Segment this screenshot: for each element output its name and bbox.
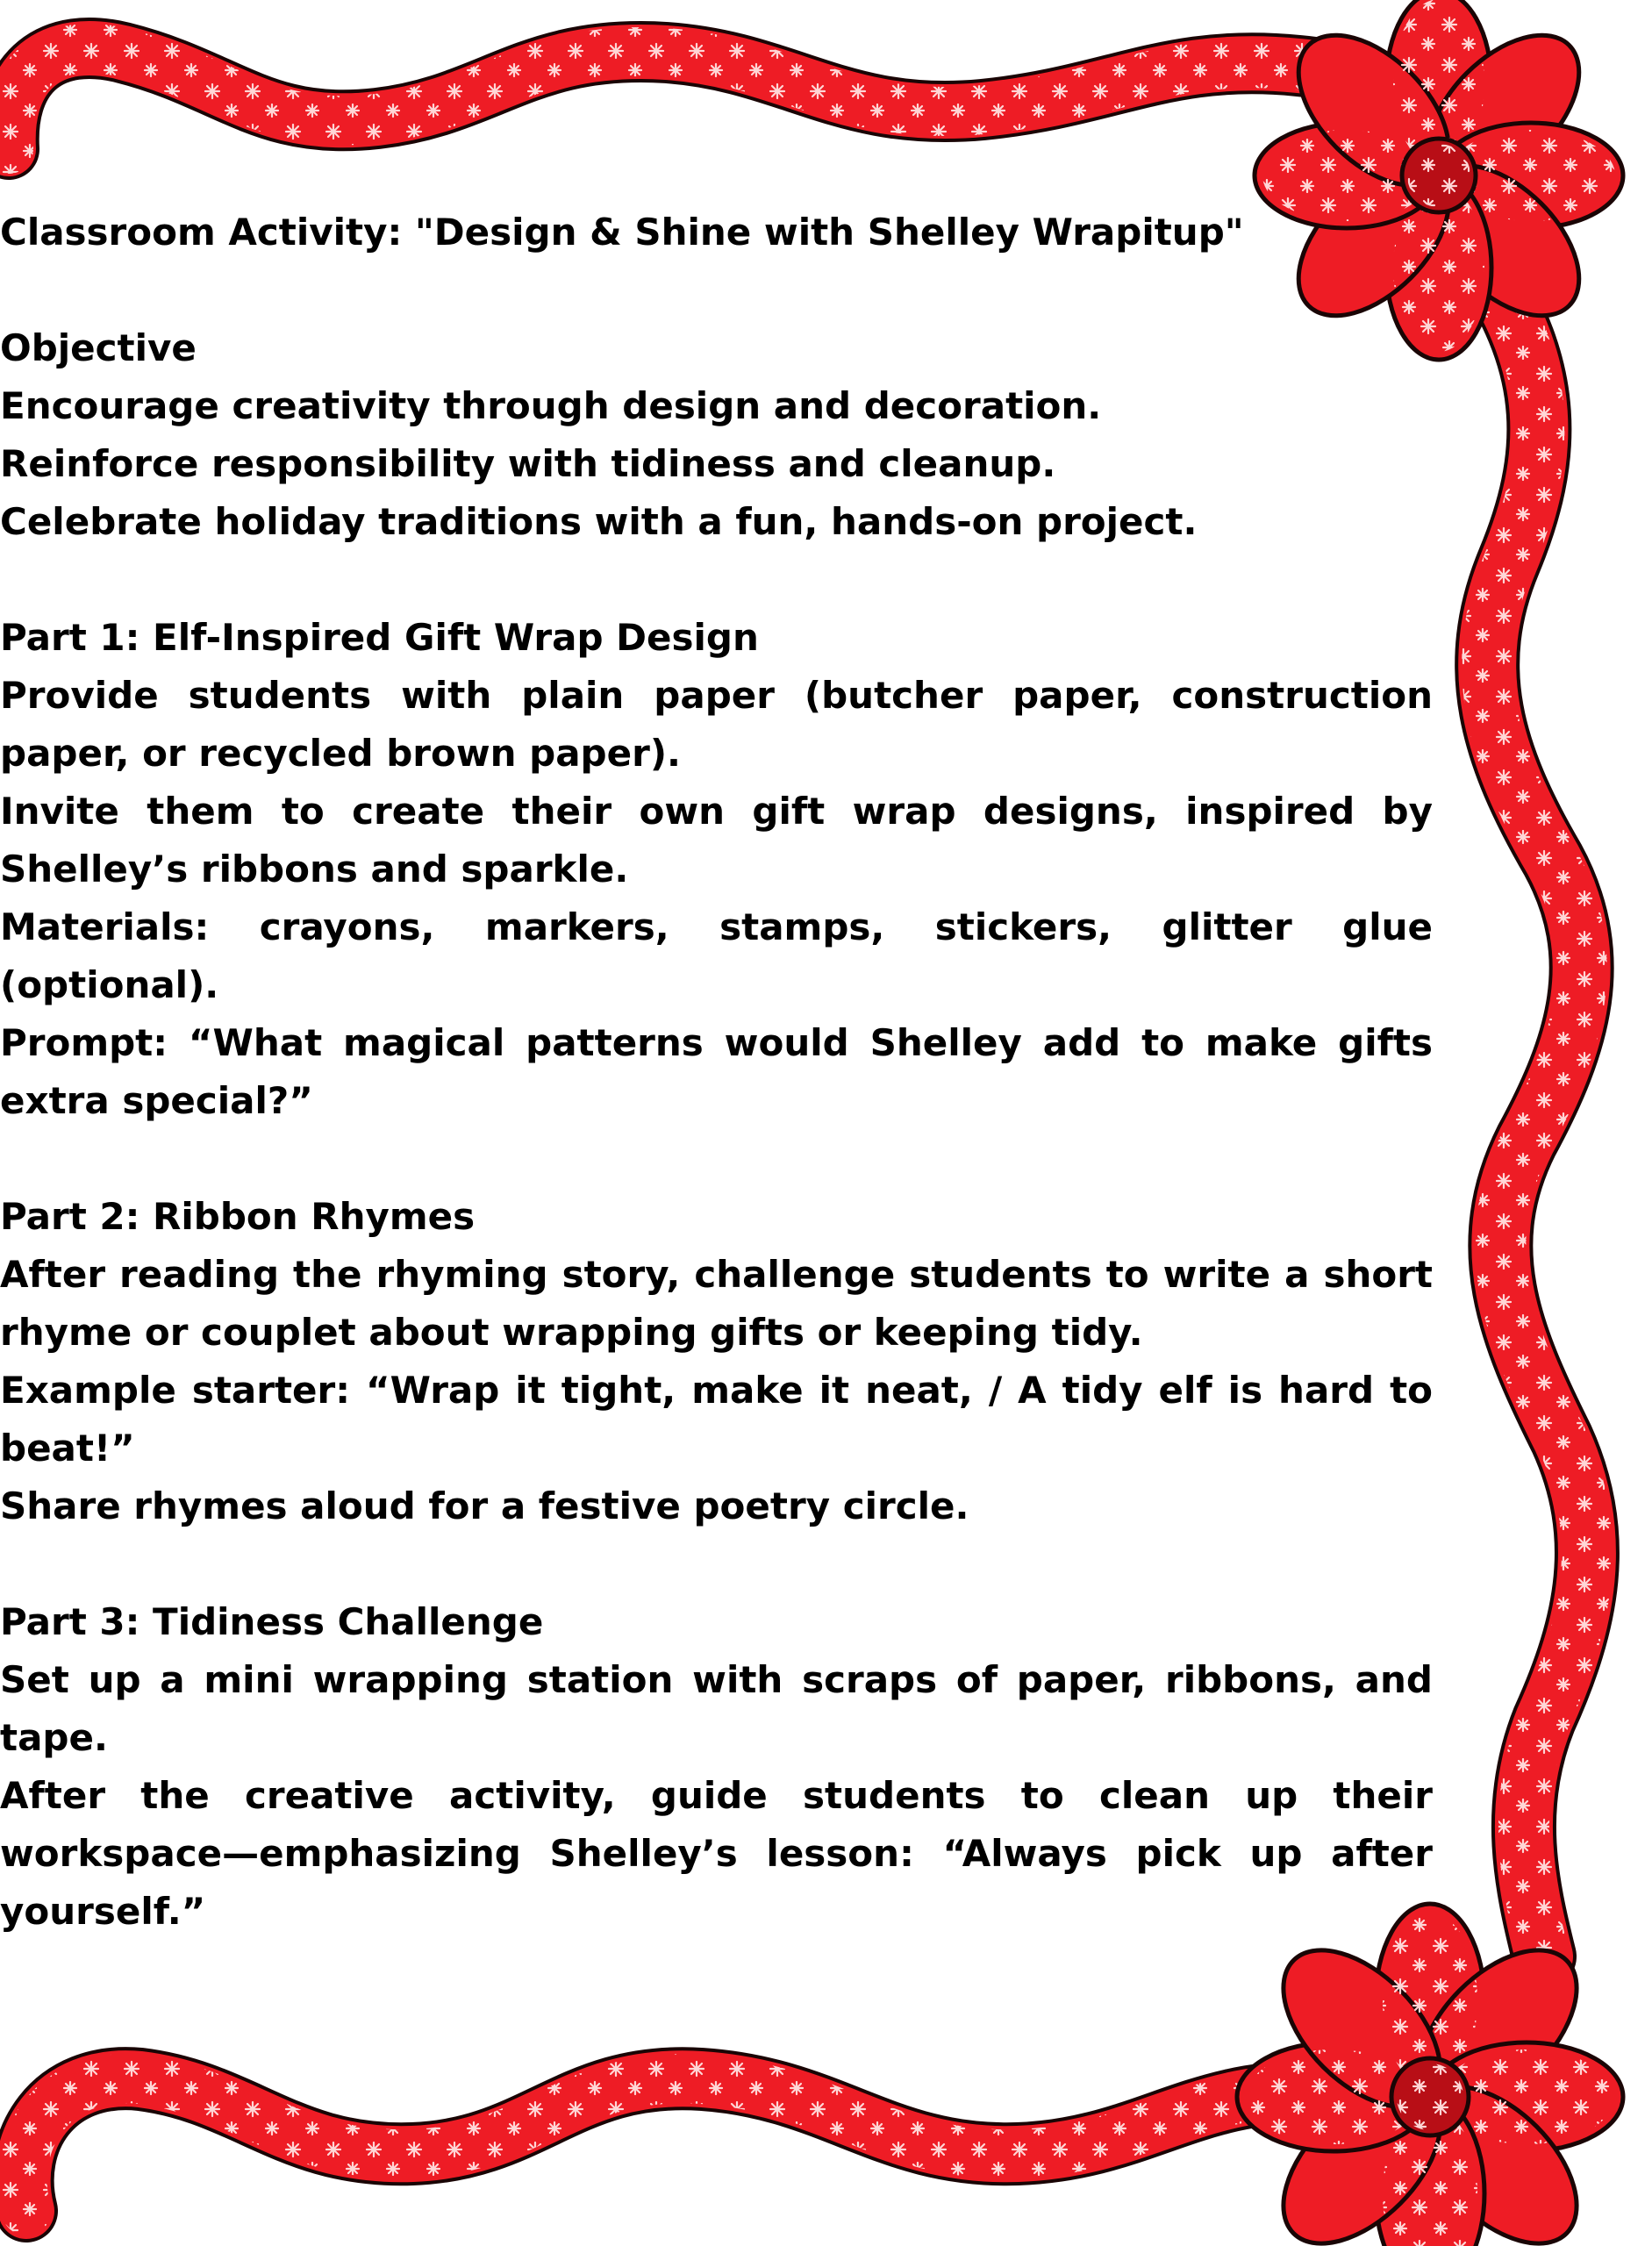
spacer bbox=[0, 261, 1433, 319]
part1-paragraph: Provide students with plain paper (butcher paper, construction paper, or recycled brown paper). bbox=[0, 674, 1433, 775]
part3-paragraph: After the creative activity, guide students to clean up their workspace—emphasizing Shelley’s lesson: “Always pick up after yourself.” bbox=[0, 1774, 1433, 1933]
part2-paragraph: Example starter: “Wrap it tight, make it neat, / A tidy elf is hard to beat!” bbox=[0, 1369, 1433, 1470]
part3-heading: Part 3: Tidiness Challenge bbox=[0, 1600, 544, 1643]
activity-document bbox=[0, 204, 1433, 1941]
top-ribbon bbox=[9, 48, 1448, 149]
spacer bbox=[0, 1535, 1433, 1593]
part2-paragraph: Share rhymes aloud for a festive poetry circle. bbox=[0, 1484, 969, 1527]
part1-paragraph: Invite them to create their own gift wrap designs, inspired by Shelley’s ribbons and sparkle. bbox=[0, 790, 1433, 891]
part2-heading: Part 2: Ribbon Rhymes bbox=[0, 1195, 476, 1238]
objective-line: Celebrate holiday traditions with a fun, hands-on project. bbox=[0, 500, 1198, 543]
part1-paragraph: Materials: crayons, markers, stamps, stickers, glitter glue (optional). bbox=[0, 905, 1433, 1006]
spacer bbox=[0, 1130, 1433, 1188]
page-title: Classroom Activity: "Design & Shine with Shelley Wrapitup" bbox=[0, 211, 1244, 254]
spacer bbox=[0, 551, 1433, 609]
part3-paragraph: Set up a mini wrapping station with scraps of paper, ribbons, and tape. bbox=[0, 1658, 1433, 1759]
side-ribbon bbox=[1483, 263, 1587, 1956]
objective-line: Reinforce responsibility with tidiness and cleanup. bbox=[0, 442, 1056, 485]
part2-paragraph: After reading the rhyming story, challenge students to write a short rhyme or couplet about wrapping gifts or keeping tidy. bbox=[0, 1253, 1433, 1354]
objective-line: Encourage creativity through design and decoration. bbox=[0, 384, 1102, 427]
objective-heading: Objective bbox=[0, 326, 197, 369]
part1-heading: Part 1: Elf-Inspired Gift Wrap Design bbox=[0, 616, 759, 659]
part1-paragraph: Prompt: “What magical patterns would Shelley add to make gifts extra special?” bbox=[0, 1021, 1433, 1122]
